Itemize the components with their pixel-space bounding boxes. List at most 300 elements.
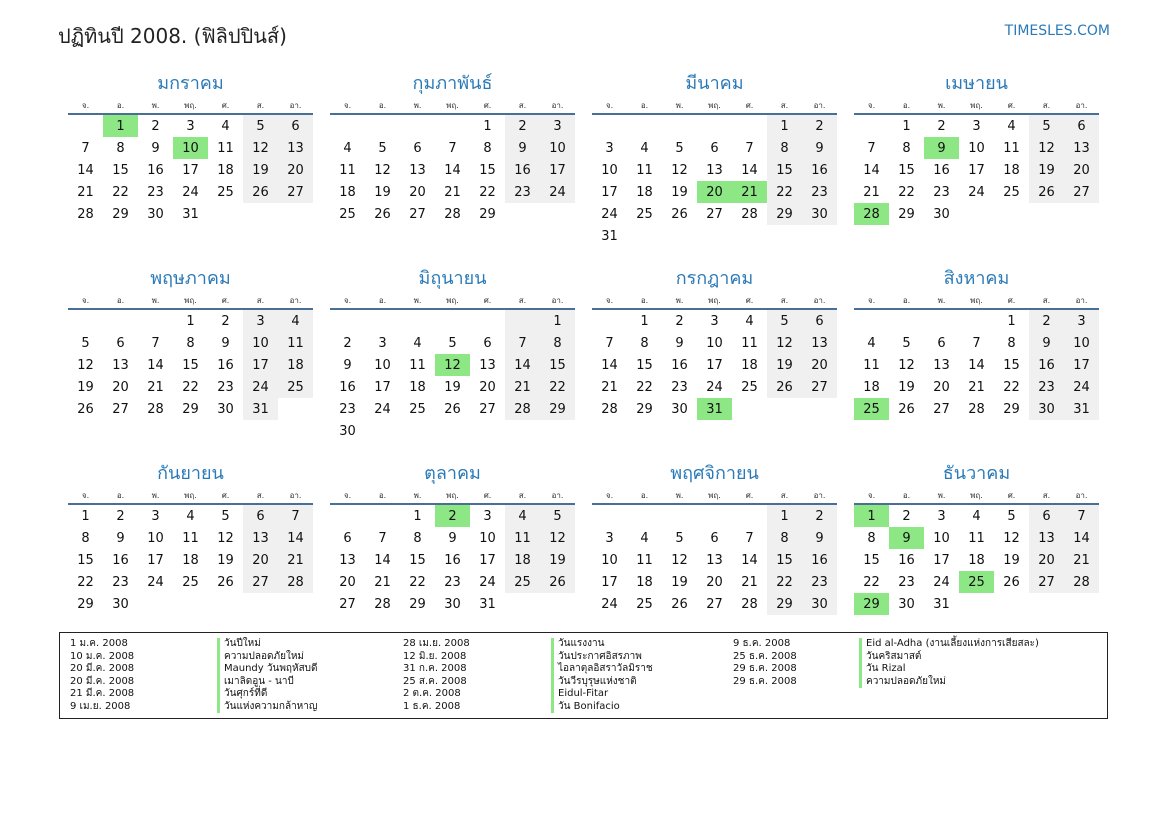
day-cell: 12 xyxy=(374,162,391,178)
day-cell: 2 xyxy=(937,118,946,134)
day-cell: 21 xyxy=(444,184,461,200)
day-cell: 6 xyxy=(1029,504,1064,527)
day-cell: 17 xyxy=(601,574,618,590)
day-cell: 18 xyxy=(636,184,653,200)
empty-cell xyxy=(697,225,732,247)
day-cell: 30 xyxy=(217,401,234,417)
day-cell: 5 xyxy=(902,335,911,351)
empty-cell xyxy=(470,420,505,442)
day-cell: 26 xyxy=(444,401,461,417)
day-cell: 4 xyxy=(343,140,352,156)
day-cell: 25 xyxy=(339,206,356,222)
week-row xyxy=(854,159,1099,181)
day-cell: 4 xyxy=(972,508,981,524)
empty-cell xyxy=(400,420,435,442)
day-cell: 22 xyxy=(540,376,575,398)
day-cell: 15 xyxy=(898,162,915,178)
day-cell: 23 xyxy=(444,574,461,590)
day-cell: 7 xyxy=(1064,504,1099,527)
empty-cell xyxy=(138,593,173,615)
weekday-header: พฤ. xyxy=(173,98,208,114)
empty-cell xyxy=(330,504,365,527)
day-cell: 29 xyxy=(479,206,496,222)
weekday-header: ศ. xyxy=(732,293,767,309)
day-cell: 20 xyxy=(1064,159,1099,181)
day-cell: 14 xyxy=(741,552,758,568)
day-cell: 5 xyxy=(1007,508,1016,524)
day-cell: 13 xyxy=(112,357,129,373)
legend-holiday-name: ความปลอดภัยใหม่ xyxy=(217,651,304,664)
day-cell: 20 xyxy=(278,159,313,181)
day-cell: 29 xyxy=(409,596,426,612)
day-cell: 16 xyxy=(147,162,164,178)
week-row xyxy=(592,527,837,549)
weekday-header: อ. xyxy=(627,98,662,114)
empty-cell xyxy=(330,114,365,137)
day-cell: 17 xyxy=(601,184,618,200)
week-row xyxy=(68,137,313,159)
day-cell: 20 xyxy=(479,379,496,395)
day-cell: 31 xyxy=(182,206,199,222)
empty-cell xyxy=(627,114,662,137)
day-cell: 22 xyxy=(1003,379,1020,395)
day-cell: 17 xyxy=(706,357,723,373)
day-cell: 7 xyxy=(867,140,876,156)
day-cell: 21 xyxy=(732,181,767,203)
weekday-header: ส. xyxy=(1029,488,1064,504)
weekday-header: อ. xyxy=(889,488,924,504)
legend-date: 9 ธ.ค. 2008 xyxy=(733,638,791,649)
month-calendar xyxy=(68,72,313,225)
week-row xyxy=(592,593,837,615)
legend-holiday-name: วันปีใหม่ xyxy=(217,638,261,651)
day-cell: 15 xyxy=(182,357,199,373)
month-calendar xyxy=(854,72,1099,225)
day-cell: 3 xyxy=(605,530,614,546)
day-cell: 25 xyxy=(278,376,313,398)
day-cell: 11 xyxy=(409,357,426,373)
weekday-header: ส. xyxy=(505,488,540,504)
week-row xyxy=(68,181,313,203)
day-cell: 20 xyxy=(933,379,950,395)
day-cell: 11 xyxy=(741,335,758,351)
weekday-header: พ. xyxy=(400,488,435,504)
day-cell: 27 xyxy=(802,376,837,398)
day-cell: 13 xyxy=(278,137,313,159)
day-cell: 5 xyxy=(675,530,684,546)
empty-cell xyxy=(592,309,627,332)
day-cell: 16 xyxy=(505,159,540,181)
day-cell: 11 xyxy=(505,527,540,549)
week-row xyxy=(330,309,575,332)
day-cell: 24 xyxy=(968,184,985,200)
day-cell: 21 xyxy=(374,574,391,590)
day-cell: 17 xyxy=(374,379,391,395)
day-cell: 14 xyxy=(968,357,985,373)
day-cell: 3 xyxy=(540,114,575,137)
weekday-header: พ. xyxy=(924,293,959,309)
day-cell: 26 xyxy=(217,574,234,590)
day-cell: 9 xyxy=(802,137,837,159)
day-cell: 16 xyxy=(898,552,915,568)
day-cell: 1 xyxy=(640,313,649,329)
day-cell: 5 xyxy=(540,504,575,527)
day-cell: 25 xyxy=(636,596,653,612)
day-cell: 1 xyxy=(854,504,889,527)
weekday-header: ศ. xyxy=(470,488,505,504)
weekday-header: ส. xyxy=(1029,293,1064,309)
day-cell: 26 xyxy=(1029,181,1064,203)
day-cell: 29 xyxy=(898,206,915,222)
empty-cell xyxy=(505,593,540,615)
day-cell: 31 xyxy=(601,228,618,244)
day-cell: 1 xyxy=(902,118,911,134)
day-cell: 1 xyxy=(1007,313,1016,329)
day-cell: 27 xyxy=(479,401,496,417)
empty-cell xyxy=(994,593,1029,615)
day-cell: 15 xyxy=(540,354,575,376)
weekday-header: ศ. xyxy=(470,293,505,309)
day-cell: 7 xyxy=(505,332,540,354)
empty-cell xyxy=(278,398,313,420)
day-cell: 25 xyxy=(409,401,426,417)
day-cell: 21 xyxy=(147,379,164,395)
day-cell: 17 xyxy=(182,162,199,178)
day-cell: 10 xyxy=(601,162,618,178)
weekday-header: อา. xyxy=(1064,293,1099,309)
legend-holiday-name: วันประกาศอิสรภาพ xyxy=(551,651,642,664)
weekday-header: พฤ. xyxy=(435,98,470,114)
day-cell: 28 xyxy=(505,398,540,420)
day-cell: 18 xyxy=(863,379,880,395)
weekday-header: ส. xyxy=(243,98,278,114)
month-calendar xyxy=(330,462,575,615)
day-cell: 16 xyxy=(933,162,950,178)
day-cell: 13 xyxy=(1064,137,1099,159)
week-row xyxy=(330,593,575,615)
week-row xyxy=(68,159,313,181)
legend-holiday-name: ความปลอดภัยใหม่ xyxy=(859,676,946,689)
empty-cell xyxy=(208,593,243,615)
day-cell: 4 xyxy=(505,504,540,527)
day-cell: 19 xyxy=(671,184,688,200)
week-row xyxy=(330,203,575,225)
day-cell: 10 xyxy=(706,335,723,351)
day-cell: 10 xyxy=(601,552,618,568)
empty-cell xyxy=(435,420,470,442)
day-cell: 4 xyxy=(640,140,649,156)
day-cell: 19 xyxy=(77,379,94,395)
empty-cell xyxy=(802,398,837,420)
weekday-header: ศ. xyxy=(994,293,1029,309)
week-row xyxy=(592,571,837,593)
month-calendar xyxy=(330,72,575,225)
day-cell: 26 xyxy=(243,181,278,203)
month-calendar xyxy=(592,462,837,615)
day-cell: 9 xyxy=(448,530,457,546)
weekday-header: อา. xyxy=(278,488,313,504)
empty-cell xyxy=(365,309,400,332)
month-name: ตุลาคม xyxy=(424,463,481,484)
weekday-header: พ. xyxy=(662,488,697,504)
month-calendar xyxy=(854,462,1099,615)
day-cell: 15 xyxy=(1003,357,1020,373)
weekday-header: อา. xyxy=(802,488,837,504)
day-cell: 22 xyxy=(636,379,653,395)
day-cell: 6 xyxy=(710,530,719,546)
legend-holiday-name: วันแห่งความกล้าหาญ xyxy=(217,701,317,714)
day-cell: 28 xyxy=(374,596,391,612)
week-row xyxy=(592,309,837,332)
day-cell: 27 xyxy=(706,206,723,222)
site-link[interactable]: TIMESLES.COM xyxy=(1004,23,1110,39)
day-cell: 8 xyxy=(640,335,649,351)
day-cell: 30 xyxy=(1029,398,1064,420)
weekday-header: จ. xyxy=(68,98,103,114)
day-cell: 28 xyxy=(278,571,313,593)
week-row xyxy=(330,527,575,549)
weekday-header: อา. xyxy=(802,98,837,114)
day-cell: 13 xyxy=(409,162,426,178)
weekday-header: จ. xyxy=(592,293,627,309)
day-cell: 22 xyxy=(898,184,915,200)
empty-cell xyxy=(540,420,575,442)
day-cell: 2 xyxy=(1029,309,1064,332)
legend-date: 28 เม.ย. 2008 xyxy=(403,638,470,649)
empty-cell xyxy=(243,593,278,615)
month-name: พฤศจิกายน xyxy=(670,463,759,484)
day-cell: 2 xyxy=(116,508,125,524)
day-cell: 12 xyxy=(1003,530,1020,546)
empty-cell xyxy=(732,114,767,137)
day-cell: 23 xyxy=(802,571,837,593)
day-cell: 4 xyxy=(278,309,313,332)
weekday-header: จ. xyxy=(68,488,103,504)
empty-cell xyxy=(924,309,959,332)
legend-holiday-name: วัน Rizal xyxy=(859,663,906,676)
legend-holiday-name: Maundy วันพฤหัสบดี xyxy=(217,663,318,676)
empty-cell xyxy=(662,225,697,247)
day-cell: 29 xyxy=(1003,401,1020,417)
empty-cell xyxy=(732,225,767,247)
week-row xyxy=(854,354,1099,376)
weekday-header: อา. xyxy=(802,293,837,309)
empty-cell xyxy=(138,309,173,332)
empty-cell xyxy=(959,309,994,332)
day-cell: 22 xyxy=(112,184,129,200)
day-cell: 14 xyxy=(77,162,94,178)
day-cell: 24 xyxy=(374,401,391,417)
week-row xyxy=(330,398,575,420)
legend-date: 20 มี.ค. 2008 xyxy=(70,663,135,674)
day-cell: 7 xyxy=(278,504,313,527)
day-cell: 7 xyxy=(81,140,90,156)
day-cell: 3 xyxy=(710,313,719,329)
day-cell: 16 xyxy=(671,357,688,373)
month-calendar xyxy=(592,267,837,420)
weekday-header: อ. xyxy=(627,488,662,504)
weekday-header: ศ. xyxy=(470,98,505,114)
day-cell: 28 xyxy=(601,401,618,417)
week-row xyxy=(68,376,313,398)
day-cell: 6 xyxy=(413,140,422,156)
day-cell: 8 xyxy=(540,332,575,354)
legend-date: 25 ส.ค. 2008 xyxy=(403,675,467,687)
day-cell: 23 xyxy=(505,181,540,203)
day-cell: 17 xyxy=(540,159,575,181)
week-row xyxy=(592,181,837,203)
legend-date: 31 ก.ค. 2008 xyxy=(403,663,467,674)
empty-cell xyxy=(68,114,103,137)
week-row xyxy=(592,225,837,247)
day-cell: 13 xyxy=(802,332,837,354)
day-cell: 3 xyxy=(378,335,387,351)
day-cell: 8 xyxy=(1007,335,1016,351)
day-cell: 14 xyxy=(741,162,758,178)
day-cell: 18 xyxy=(217,162,234,178)
week-row xyxy=(854,398,1099,420)
day-cell: 6 xyxy=(710,140,719,156)
day-cell: 2 xyxy=(343,335,352,351)
empty-cell xyxy=(767,398,802,420)
day-cell: 6 xyxy=(937,335,946,351)
day-cell: 25 xyxy=(505,571,540,593)
week-row xyxy=(592,398,837,420)
weekday-header: จ. xyxy=(68,293,103,309)
empty-cell xyxy=(435,114,470,137)
day-cell: 3 xyxy=(186,118,195,134)
day-cell: 7 xyxy=(745,530,754,546)
day-cell: 26 xyxy=(671,596,688,612)
day-cell: 1 xyxy=(186,313,195,329)
month-name: เมษายน xyxy=(945,73,1008,94)
day-cell: 11 xyxy=(278,332,313,354)
month-name: มีนาคม xyxy=(685,73,744,94)
empty-cell xyxy=(208,203,243,225)
empty-cell xyxy=(505,420,540,442)
day-cell: 31 xyxy=(1064,398,1099,420)
day-cell: 11 xyxy=(182,530,199,546)
week-row xyxy=(854,376,1099,398)
day-cell: 6 xyxy=(243,504,278,527)
weekday-header: พฤ. xyxy=(697,488,732,504)
month-calendar xyxy=(854,267,1099,420)
day-cell: 22 xyxy=(767,181,802,203)
day-cell: 1 xyxy=(540,309,575,332)
day-cell: 18 xyxy=(182,552,199,568)
day-cell: 19 xyxy=(217,552,234,568)
day-cell: 14 xyxy=(278,527,313,549)
legend-holiday-name: Eid al-Adha (งานเลี้ยงแห่งการเสียสละ) xyxy=(859,638,1039,651)
legend-date: 1 ธ.ค. 2008 xyxy=(403,700,461,712)
day-cell: 29 xyxy=(112,206,129,222)
empty-cell xyxy=(627,225,662,247)
empty-cell xyxy=(400,114,435,137)
month-name: กันยายน xyxy=(157,463,224,484)
day-cell: 14 xyxy=(863,162,880,178)
week-row xyxy=(330,354,575,376)
day-cell: 24 xyxy=(601,596,618,612)
week-row xyxy=(854,571,1099,593)
day-cell: 22 xyxy=(479,184,496,200)
day-cell: 12 xyxy=(217,530,234,546)
weekday-header: ศ. xyxy=(208,488,243,504)
legend-date: 20 มี.ค. 2008 xyxy=(70,675,135,687)
day-cell: 19 xyxy=(898,379,915,395)
empty-cell xyxy=(854,309,889,332)
day-cell: 1 xyxy=(81,508,90,524)
day-cell: 5 xyxy=(767,309,802,332)
day-cell: 19 xyxy=(767,354,802,376)
day-cell: 22 xyxy=(409,574,426,590)
day-cell: 31 xyxy=(479,596,496,612)
day-cell: 15 xyxy=(112,162,129,178)
weekday-header: จ. xyxy=(854,293,889,309)
day-cell: 29 xyxy=(854,593,889,615)
weekday-header: จ. xyxy=(592,98,627,114)
empty-cell xyxy=(697,114,732,137)
day-cell: 19 xyxy=(374,184,391,200)
day-cell: 8 xyxy=(116,140,125,156)
day-cell: 17 xyxy=(243,354,278,376)
day-cell: 24 xyxy=(706,379,723,395)
day-cell: 22 xyxy=(863,574,880,590)
day-cell: 9 xyxy=(924,137,959,159)
day-cell: 30 xyxy=(671,401,688,417)
day-cell: 19 xyxy=(444,379,461,395)
day-cell: 11 xyxy=(968,530,985,546)
day-cell: 28 xyxy=(968,401,985,417)
legend-date: 21 มี.ค. 2008 xyxy=(70,688,135,699)
empty-cell xyxy=(505,309,540,332)
day-cell: 10 xyxy=(173,137,208,159)
month-calendar xyxy=(68,267,313,420)
day-cell: 21 xyxy=(505,376,540,398)
day-cell: 28 xyxy=(741,596,758,612)
day-cell: 3 xyxy=(1064,309,1099,332)
day-cell: 28 xyxy=(444,206,461,222)
day-cell: 23 xyxy=(147,184,164,200)
day-cell: 14 xyxy=(374,552,391,568)
day-cell: 21 xyxy=(741,574,758,590)
day-cell: 13 xyxy=(479,357,496,373)
day-cell: 24 xyxy=(540,181,575,203)
week-row xyxy=(592,203,837,225)
week-row xyxy=(68,203,313,225)
day-cell: 29 xyxy=(182,401,199,417)
day-cell: 8 xyxy=(81,530,90,546)
day-cell: 8 xyxy=(902,140,911,156)
empty-cell xyxy=(889,309,924,332)
day-cell: 20 xyxy=(112,379,129,395)
weekday-header: ส. xyxy=(505,98,540,114)
day-cell: 3 xyxy=(937,508,946,524)
day-cell: 7 xyxy=(151,335,160,351)
week-row xyxy=(592,376,837,398)
legend-holiday-name: วันศุกร์ที่ดี xyxy=(217,688,267,701)
empty-cell xyxy=(365,420,400,442)
day-cell: 23 xyxy=(933,184,950,200)
week-row xyxy=(68,527,313,549)
day-cell: 20 xyxy=(706,574,723,590)
empty-cell xyxy=(1029,203,1064,225)
day-cell: 28 xyxy=(741,206,758,222)
day-cell: 21 xyxy=(968,379,985,395)
day-cell: 3 xyxy=(243,309,278,332)
day-cell: 11 xyxy=(339,162,356,178)
day-cell: 20 xyxy=(409,184,426,200)
week-row xyxy=(68,332,313,354)
